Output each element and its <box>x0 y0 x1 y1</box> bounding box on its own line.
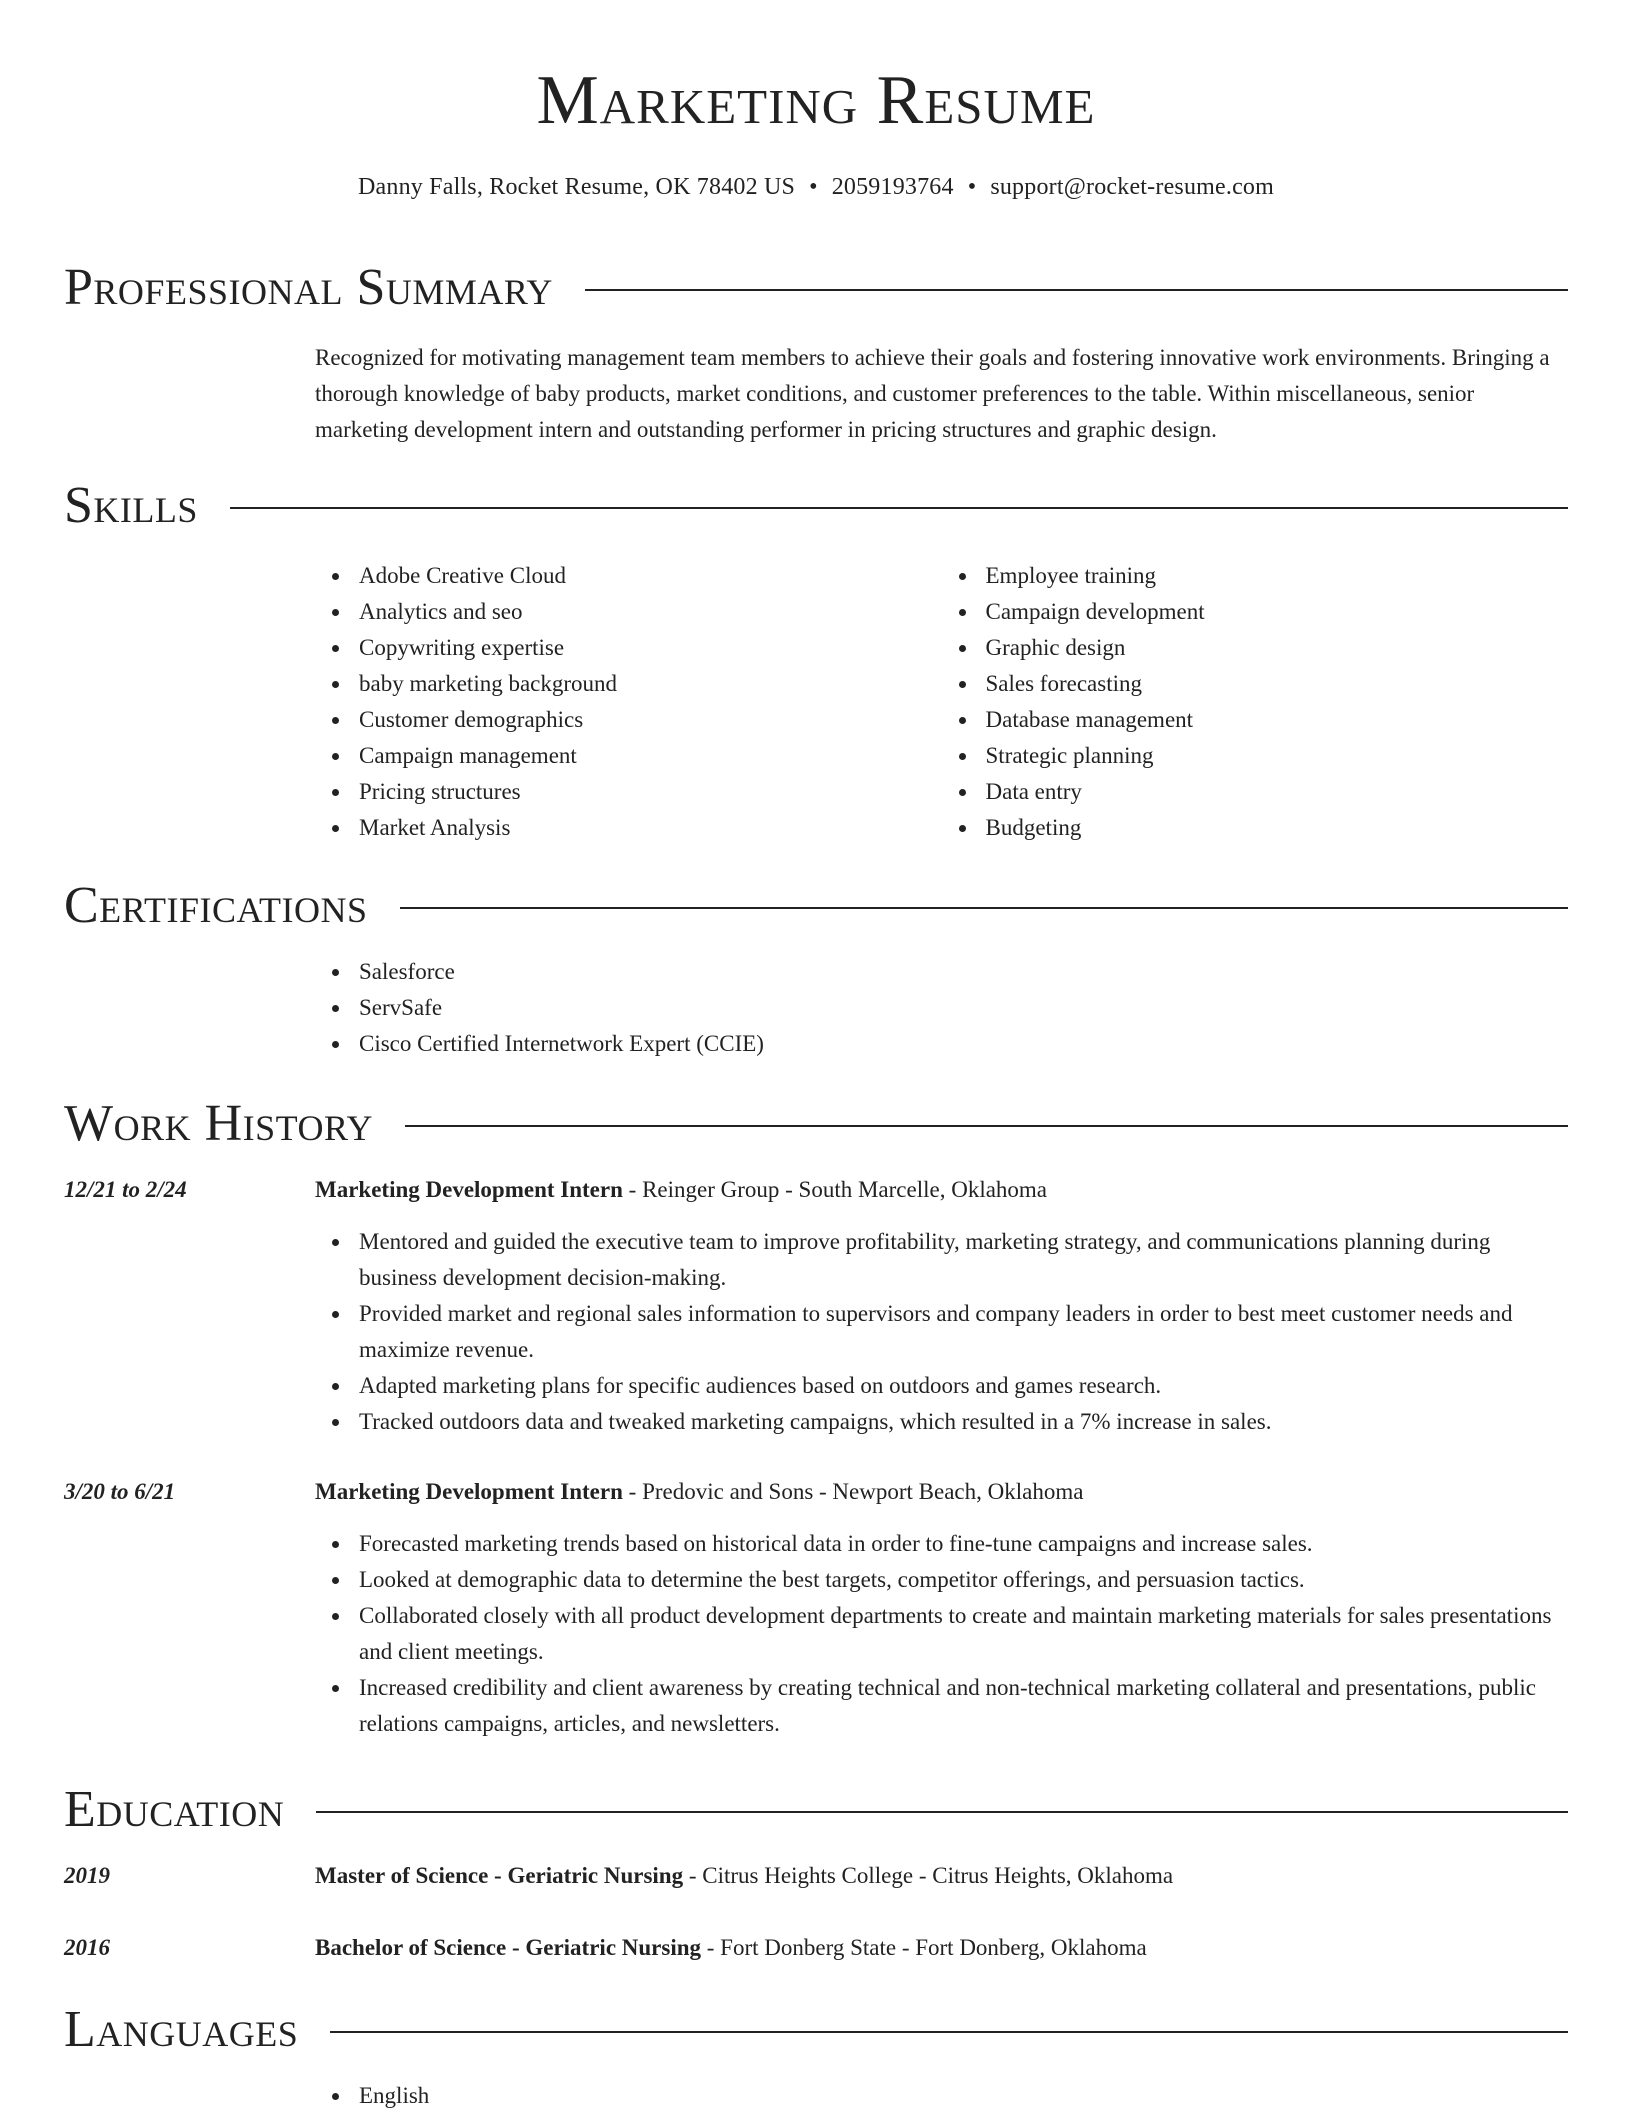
languages-title: Languages <box>64 2001 299 2058</box>
section-heading <box>64 2000 1568 2060</box>
contact-line <box>0 174 1632 201</box>
summary-title: Professional Summary <box>64 259 553 316</box>
summary-section <box>64 258 1568 448</box>
job-title: Marketing Development Intern <box>315 1479 623 1504</box>
work-history-title: Work History <box>64 1095 374 1152</box>
certification-item: ServSafe <box>359 990 1568 1026</box>
job-bullet: Adapted marketing plans for specific audiences based on outdoors and games research. <box>359 1368 1568 1404</box>
section-heading <box>64 258 1568 318</box>
skill-item: Employee training <box>986 558 1569 594</box>
skill-item: Market Analysis <box>359 810 942 846</box>
job-dates: 12/21 to 2/24 <box>64 1177 187 1202</box>
job-bullets <box>315 1526 1568 1742</box>
skills-column-left <box>315 558 942 846</box>
skills-column-right <box>942 558 1569 846</box>
job-header <box>64 1172 1568 1208</box>
job-header <box>64 1474 1568 1510</box>
education-year: 2019 <box>64 1863 110 1888</box>
skill-item: Strategic planning <box>986 738 1569 774</box>
skill-item: Copywriting expertise <box>359 630 942 666</box>
contact-phone: 2059193764 <box>831 174 954 200</box>
section-heading <box>64 1094 1568 1154</box>
education-entry <box>64 1858 1568 1894</box>
job-bullets <box>315 1224 1568 1440</box>
job-bullet: Mentored and guided the executive team to improve profitability, marketing strategy, and communications planning during business development decision-making. <box>359 1224 1568 1296</box>
summary-body <box>315 340 1568 448</box>
certifications-list <box>315 954 1568 1062</box>
skill-item: baby marketing background <box>359 666 942 702</box>
resume-name: Marketing Resume <box>536 62 1096 139</box>
job-summary <box>315 1474 1568 1510</box>
skills-title: Skills <box>64 477 198 534</box>
skills-grid <box>315 558 1568 846</box>
job-title: Marketing Development Intern <box>315 1177 623 1202</box>
certifications-body <box>315 954 1568 1062</box>
languages-list <box>315 2078 1568 2114</box>
job-details: - Reinger Group - South Marcelle, Oklahoma <box>622 1177 1048 1202</box>
contact-separator: • <box>809 174 818 200</box>
skill-item: Budgeting <box>986 810 1569 846</box>
section-divider <box>585 289 1568 291</box>
skill-item: Sales forecasting <box>986 666 1569 702</box>
job-dates: 3/20 to 6/21 <box>64 1479 176 1504</box>
section-heading <box>64 876 1568 936</box>
education-summary <box>315 1930 1568 1966</box>
skill-item: Pricing structures <box>359 774 942 810</box>
education-degree: Bachelor of Science - Geriatric Nursing <box>315 1935 702 1960</box>
job-bullet: Forecasted marketing trends based on historical data in order to fine-tune campaigns and increase sales. <box>359 1526 1568 1562</box>
job-bullet-list <box>315 1526 1568 1742</box>
skills-body <box>315 558 1568 846</box>
skill-item: Campaign management <box>359 738 942 774</box>
summary-text: Recognized for motivating management team members to achieve their goals and fostering innovative work environments. Bringing a thorough knowledge of baby products, market conditions, and customer preferences to the table. Within miscellaneous, senior marketing development intern and outstanding performer in pricing structures and graphic design. <box>315 345 1550 442</box>
job-bullet: Tracked outdoors data and tweaked marketing campaigns, which resulted in a 7% increase in sales. <box>359 1404 1568 1440</box>
job-bullet: Looked at demographic data to determine the best targets, competitor offerings, and persuasion tactics. <box>359 1562 1568 1598</box>
skills-section <box>64 476 1568 846</box>
contact-address: Danny Falls, Rocket Resume, OK 78402 US <box>357 174 796 200</box>
skill-item: Campaign development <box>986 594 1569 630</box>
skill-item: Customer demographics <box>359 702 942 738</box>
skill-item: Database management <box>986 702 1569 738</box>
education-details: - Citrus Heights College - Citrus Heights, Oklahoma <box>683 1863 1174 1888</box>
languages-body <box>315 2078 1568 2114</box>
languages-section <box>64 2000 1568 2114</box>
section-divider <box>400 907 1568 909</box>
job-bullet: Collaborated closely with all product development departments to create and maintain marketing materials for sales presentations and client meetings. <box>359 1598 1568 1670</box>
education-year: 2016 <box>64 1935 110 1960</box>
education-title: Education <box>64 1781 285 1838</box>
job-bullet: Provided market and regional sales information to supervisors and company leaders in order to best meet customer needs and maximize revenue. <box>359 1296 1568 1368</box>
education-summary <box>315 1858 1568 1894</box>
job-entry <box>64 1474 1568 1742</box>
work-history-section <box>64 1094 1568 1742</box>
job-bullet: Increased credibility and client awareness by creating technical and non-technical marketing collateral and presentations, public relations campaigns, articles, and newsletters. <box>359 1670 1568 1742</box>
job-summary <box>315 1172 1568 1208</box>
skill-item: Analytics and seo <box>359 594 942 630</box>
education-details: - Fort Donberg State - Fort Donberg, Oklahoma <box>701 1935 1147 1960</box>
skill-item: Adobe Creative Cloud <box>359 558 942 594</box>
section-divider <box>230 507 1568 509</box>
section-divider <box>405 1125 1568 1127</box>
job-entry <box>64 1172 1568 1440</box>
contact-separator: • <box>967 174 977 200</box>
education-degree: Master of Science - Geriatric Nursing <box>315 1863 684 1888</box>
certification-item: Cisco Certified Internetwork Expert (CCIE) <box>359 1026 1568 1062</box>
section-divider <box>330 2031 1568 2033</box>
resume-header <box>0 0 1632 201</box>
skill-item: Graphic design <box>986 630 1569 666</box>
certification-item: Salesforce <box>359 954 1568 990</box>
job-details: - Predovic and Sons - Newport Beach, Oklahoma <box>622 1479 1084 1504</box>
education-section <box>64 1780 1568 1966</box>
certifications-section <box>64 876 1568 1062</box>
job-bullet-list <box>315 1224 1568 1440</box>
contact-email: support@rocket-resume.com <box>990 174 1274 200</box>
certifications-title: Certifications <box>64 877 368 934</box>
skill-item: Data entry <box>986 774 1569 810</box>
education-entry <box>64 1930 1568 1966</box>
section-heading <box>64 476 1568 536</box>
section-divider <box>316 1811 1568 1813</box>
section-heading <box>64 1780 1568 1840</box>
language-item: English <box>359 2078 1568 2114</box>
